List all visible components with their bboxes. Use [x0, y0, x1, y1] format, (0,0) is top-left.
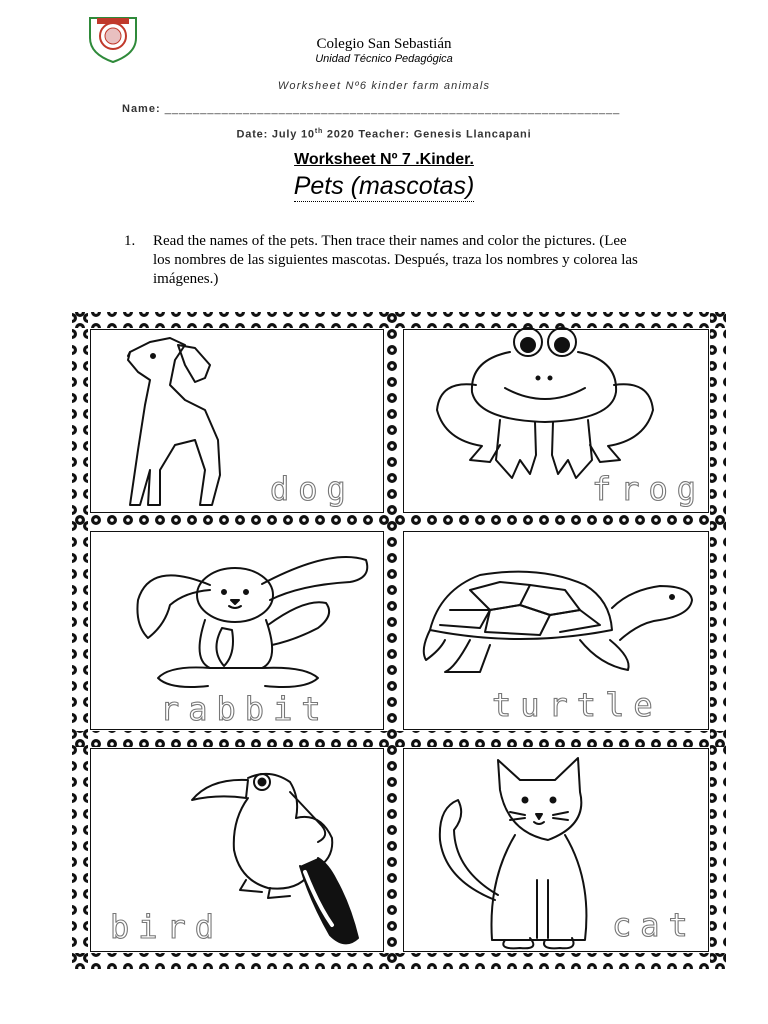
date-suffix: 2020 Teacher: Genesis Llancapani — [323, 128, 532, 141]
worksheet-subheading: Worksheet Nº6 kinder farm animals — [277, 80, 491, 92]
worksheet-title: Worksheet Nº 7 .Kinder. — [294, 151, 474, 168]
trace-word-bird: bird — [110, 908, 224, 946]
unit-name: Unidad Técnico Pedagógica — [315, 53, 453, 65]
trace-word-turtle: turtle — [492, 686, 662, 724]
name-blank: ________________________________________________________________ — [164, 103, 621, 115]
trace-word-frog: frog — [592, 470, 706, 508]
date-line — [0, 128, 768, 141]
trace-word-cat: cat — [612, 906, 697, 944]
date-prefix: Date: July 10 — [236, 128, 315, 141]
name-line — [122, 103, 620, 115]
trace-word-dog: dog — [270, 470, 355, 508]
pets-title-text: Pets (mascotas) — [293, 172, 475, 200]
instruction-number: 1. — [124, 233, 136, 249]
trace-word-rabbit: rabbit — [160, 690, 330, 728]
instruction-text: Read the names of the pets. Then trace their names and color the pictures. (Lee los nombres de las siguientes mascotas. Después, traza los nombres y colorea las imágenes.) — [153, 233, 638, 287]
pets-title — [0, 172, 768, 201]
date-sup: th — [314, 128, 324, 135]
school-name: Colegio San Sebastián — [316, 36, 452, 52]
name-label: Name: — [122, 103, 161, 115]
